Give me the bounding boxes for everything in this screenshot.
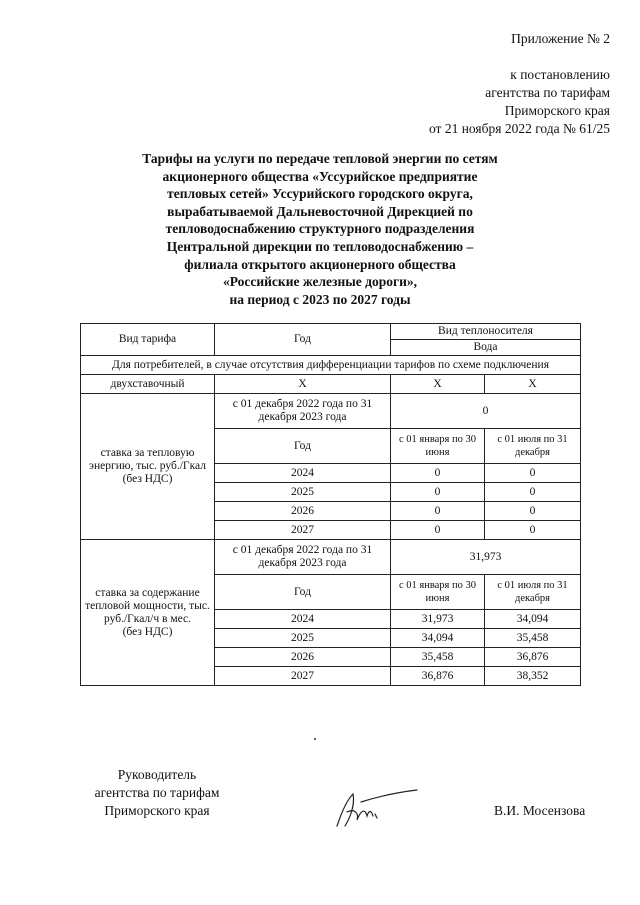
value-cell: 35,458 [485, 629, 581, 648]
subheader-first-half: с 01 января по 30 июня [391, 429, 485, 464]
appendix-number: Приложение № 2 [511, 31, 610, 46]
appendix-ref-line: Приморского края [504, 103, 610, 118]
document-title [80, 150, 560, 308]
appendix-ref-line: агентства по тарифам [485, 85, 610, 100]
subheader-second-half: с 01 июля по 31 декабря [485, 575, 581, 610]
subheader-first-half: с 01 января по 30 июня [391, 575, 485, 610]
value-cell: 34,094 [391, 629, 485, 648]
title-line: филиала открытого акционерного общества [184, 256, 456, 272]
signatory-position [92, 766, 222, 820]
capacity-initial-value: 31,973 [391, 540, 581, 575]
title-line: тепловых сетей» Уссурийского городского округа, [167, 186, 473, 202]
capacity-rate-label [81, 540, 215, 686]
capacity-label-text: ставка за содержание тепловой мощности, тыс. руб./Гкал/ч в мес. [85, 586, 210, 625]
period-label: с 01 декабря 2022 года по 31 декабря 2023 года [215, 394, 391, 429]
title-line: тепловодоснабжению структурного подразделения [165, 221, 475, 237]
appendix-block [370, 30, 610, 138]
year-cell: 2024 [215, 610, 391, 629]
value-cell: 0 [391, 502, 485, 521]
year-cell: 2024 [215, 464, 391, 483]
two-part-cell: Х [391, 375, 485, 394]
energy-rate-label: ставка за тепловую энергию, тыс. руб./Гкал (без НДС) [81, 394, 215, 540]
value-cell: 0 [485, 483, 581, 502]
header-tariff-type: Вид тарифа [81, 324, 215, 356]
year-cell: 2025 [215, 483, 391, 502]
value-cell: 31,973 [391, 610, 485, 629]
header-carrier: Вид теплоносителя [391, 324, 581, 340]
energy-initial-value: 0 [391, 394, 581, 429]
value-cell: 0 [391, 464, 485, 483]
value-cell: 0 [485, 502, 581, 521]
subheader-year: Год [215, 429, 391, 464]
signatory-position-line: агентства по тарифам [94, 785, 220, 800]
period-label: с 01 декабря 2022 года по 31 декабря 2023 года [215, 540, 391, 575]
two-part-cell: Х [485, 375, 581, 394]
value-cell: 0 [391, 521, 485, 540]
tariff-table [80, 323, 581, 686]
two-part-label: двухставочный [81, 375, 215, 394]
title-line: Тарифы на услуги по передаче тепловой энергии по сетям [142, 151, 498, 166]
capacity-label-vat: (без НДС) [122, 625, 173, 638]
two-part-cell: Х [215, 375, 391, 394]
value-cell: 36,876 [485, 648, 581, 667]
handwritten-signature [325, 786, 425, 832]
title-line: акционерного общества «Уссурийское предприятие [162, 168, 478, 184]
value-cell: 38,352 [485, 667, 581, 686]
value-cell: 35,458 [391, 648, 485, 667]
year-cell: 2027 [215, 667, 391, 686]
title-line: Центральной дирекции по тепловодоснабжению – [166, 238, 474, 254]
value-cell: 0 [391, 483, 485, 502]
year-cell: 2025 [215, 629, 391, 648]
subheader-year: Год [215, 575, 391, 610]
year-cell: 2026 [215, 648, 391, 667]
signatory-position-line: Руководитель [117, 767, 197, 782]
value-cell: 34,094 [485, 610, 581, 629]
subheader-second-half: с 01 июля по 31 декабря [485, 429, 581, 464]
appendix-ref-line: к постановлению [510, 67, 610, 82]
consumers-row: Для потребителей, в случае отсутствия дифференциации тарифов по схеме подключения [81, 356, 581, 375]
year-cell: 2026 [215, 502, 391, 521]
header-year: Год [215, 324, 391, 356]
header-water: Вода [391, 340, 581, 356]
signatory-name: В.И. Мосензова [494, 803, 586, 818]
title-line: «Российские железные дороги», [222, 274, 418, 290]
value-cell: 0 [485, 521, 581, 540]
stray-mark [314, 738, 316, 740]
year-cell: 2027 [215, 521, 391, 540]
value-cell: 0 [485, 464, 581, 483]
title-line: вырабатываемой Дальневосточной Дирекцией по [167, 203, 473, 219]
title-line: на период с 2023 по 2027 годы [229, 291, 411, 307]
value-cell: 36,876 [391, 667, 485, 686]
appendix-decree-date: от 21 ноября 2022 года № 61/25 [428, 121, 610, 136]
signatory-position-line: Приморского края [104, 803, 210, 818]
